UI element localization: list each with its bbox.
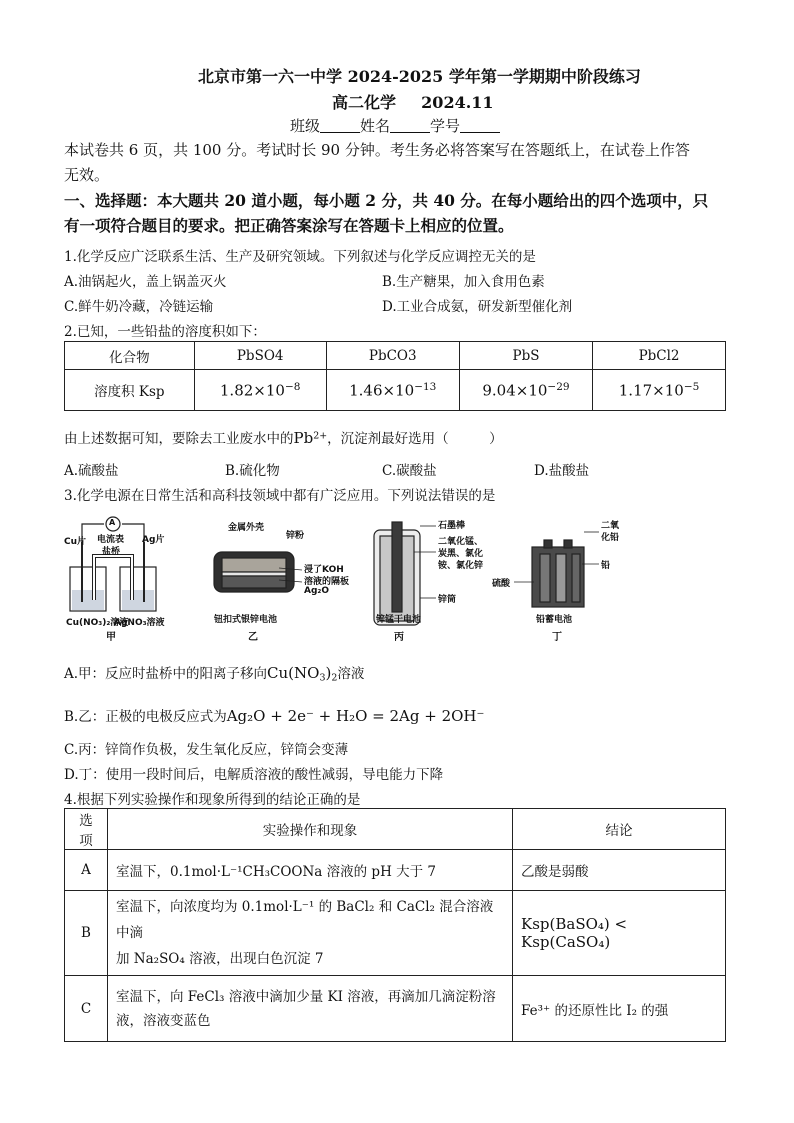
figure-caption-yi: 乙 bbox=[248, 632, 258, 643]
ag-solution-label: AgNO₃溶液 bbox=[114, 618, 165, 628]
row-option: C bbox=[65, 976, 108, 1042]
ksp-table-header bbox=[65, 342, 726, 370]
ksp-value-cell bbox=[593, 370, 726, 411]
header-option: 选项 bbox=[65, 809, 108, 850]
salt-bridge-label: 盐桥 bbox=[102, 547, 121, 557]
dry-cell-name: 锌锰干电池 bbox=[376, 615, 422, 625]
row-conclusion: Ksp(BaSO₄) < Ksp(CaSO₄) bbox=[513, 891, 726, 976]
ksp-mantissa: 1.46×10 bbox=[349, 381, 415, 400]
q2-option-b[interactable]: B.硫化物 bbox=[225, 463, 280, 479]
row-operation: 室温下，0.1mol·L⁻¹CH₃COONa 溶液的 pH 大于 7 bbox=[108, 850, 513, 891]
ksp-exp: −13 bbox=[414, 380, 437, 393]
button-cell-drawing bbox=[214, 552, 302, 592]
q2-question bbox=[64, 427, 503, 447]
q1-stem: 1.化学反应广泛联系生活、生产及研究领域。下列叙述与化学反应调控无关的是 bbox=[64, 249, 536, 265]
silver-oxide-label: Ag₂O bbox=[304, 586, 330, 596]
paste-label-2: 炭黑、氯化 bbox=[438, 549, 484, 559]
row-operation-line: 加 Na₂SO₄ 溶液，出现白色沉淀 7 bbox=[116, 951, 324, 967]
cu-solution-label: Cu(NO₃)₂溶液 bbox=[66, 618, 129, 628]
ag-electrode-label: Ag片 bbox=[142, 535, 165, 545]
exam-title: 北京市第一六一中学 2024-2025 学年第一学期期中阶段练习 bbox=[198, 67, 641, 86]
lead-ion-charge: 2+ bbox=[313, 430, 328, 442]
q3-b-pre: B.乙：正极的电极反应式为 bbox=[64, 709, 227, 725]
exam-date: 2024.11 bbox=[421, 93, 494, 112]
exam-subtitle bbox=[332, 90, 494, 113]
q3-a-close: ) bbox=[325, 664, 332, 682]
ksp-mantissa: 1.82×10 bbox=[219, 381, 285, 400]
zinc-can-label: 锌筒 bbox=[438, 595, 457, 605]
graphite-rod-label: 石墨棒 bbox=[438, 521, 466, 531]
table-row[interactable] bbox=[65, 850, 726, 891]
figure-caption-jia: 甲 bbox=[106, 632, 116, 643]
q3-a-post: 溶液 bbox=[337, 666, 365, 682]
q4-stem: 4.根据下列实验操作和现象所得到的结论正确的是 bbox=[64, 792, 361, 808]
subject: 高二化学 bbox=[332, 93, 397, 112]
figure-caption-bing: 丙 bbox=[394, 632, 404, 643]
ammeter-label: 电流表 bbox=[97, 535, 125, 545]
id-blank[interactable] bbox=[460, 118, 500, 133]
q3-option-b[interactable] bbox=[64, 705, 484, 725]
dry-cell-drawing bbox=[374, 522, 436, 625]
ksp-mantissa: 9.04×10 bbox=[482, 381, 548, 400]
figure-caption-ding: 丁 bbox=[552, 632, 562, 643]
ksp-exp: −5 bbox=[683, 380, 700, 393]
paste-label-1: 二氧化锰、 bbox=[438, 537, 484, 547]
q3-a-sub2: 2 bbox=[331, 672, 338, 684]
pbo2-label-1: 二氧 bbox=[601, 521, 620, 531]
experiment-table-header bbox=[65, 809, 726, 850]
q2-option-d[interactable]: D.盐酸盐 bbox=[534, 463, 590, 479]
row-operation-line: 室温下，向浓度均为 0.1mol·L⁻¹ 的 BaCl₂ 和 CaCl₂ 混合溶液中滴 bbox=[116, 899, 494, 941]
ksp-table bbox=[64, 341, 726, 411]
row-operation-line: 液，溶液变蓝色 bbox=[116, 1012, 211, 1029]
ksp-header-cell: PbCl2 bbox=[593, 342, 726, 370]
ksp-row-label: 溶度积 Ksp bbox=[65, 370, 195, 411]
q2-question-pre: 由上述数据可知，要除去工业废水中的 bbox=[64, 431, 294, 447]
q3-a-formula: Cu(NO bbox=[267, 664, 320, 682]
row-operation-line: 室温下，向 FeCl₃ 溶液中滴加少量 KI 溶液，再滴加几滴淀粉溶 bbox=[116, 988, 496, 1005]
ksp-exp: −29 bbox=[547, 380, 570, 393]
section1-line-2: 有一项符合题目的要求。把正确答案涂写在答题卡上相应的位置。 bbox=[64, 216, 514, 235]
q1-option-b[interactable]: B.生产糖果，加入食用色素 bbox=[382, 274, 545, 290]
ksp-header-cell: PbS bbox=[459, 342, 592, 370]
lead-ion: Pb bbox=[293, 429, 314, 447]
ksp-value-cell bbox=[194, 370, 326, 411]
zinc-powder-label: 锌粉 bbox=[286, 531, 305, 541]
metal-shell-label: 金属外壳 bbox=[228, 523, 265, 533]
ammeter-symbol: A bbox=[109, 518, 116, 527]
experiment-table bbox=[64, 808, 726, 1042]
q3-a-pre: A.甲：反应时盐桥中的阳离子移向 bbox=[64, 666, 268, 682]
row-option: B bbox=[65, 891, 108, 976]
table-row[interactable] bbox=[65, 891, 726, 976]
q3-option-c[interactable]: C.丙：锌筒作负极，发生氧化反应，锌筒会变薄 bbox=[64, 742, 349, 758]
id-label: 学号 bbox=[430, 117, 461, 135]
q1-option-d[interactable]: D.工业合成氨，研发新型催化剂 bbox=[382, 299, 573, 315]
q3-option-d[interactable]: D.丁：使用一段时间后，电解质溶液的酸性减弱，导电能力下降 bbox=[64, 767, 444, 783]
cu-electrode-label: Cu片 bbox=[64, 537, 87, 547]
q3-stem: 3.化学电源在日常生活和高科技领域中都有广泛应用。下列说法错误的是 bbox=[64, 488, 496, 504]
student-info-line bbox=[290, 115, 500, 136]
lead-acid-name: 铅蓄电池 bbox=[536, 615, 573, 625]
row-option: A bbox=[65, 850, 108, 891]
class-label: 班级 bbox=[290, 117, 321, 135]
table-row[interactable] bbox=[65, 976, 726, 1042]
button-cell-name: 钮扣式银锌电池 bbox=[214, 615, 278, 625]
q2-stem: 2.已知，一些铅盐的溶度积如下： bbox=[64, 324, 266, 340]
row-operation bbox=[108, 976, 513, 1042]
header-conclusion: 结论 bbox=[513, 809, 726, 850]
paste-label-3: 铵、氯化锌 bbox=[438, 561, 484, 571]
q2-question-post: ，沉淀剂最好选用（ ） bbox=[327, 431, 503, 447]
name-label: 姓名 bbox=[360, 117, 391, 135]
row-conclusion: 乙酸是弱酸 bbox=[513, 850, 726, 891]
q3-option-a[interactable] bbox=[64, 662, 364, 683]
q1-option-c[interactable]: C.鲜牛奶冷藏，冷链运输 bbox=[64, 299, 214, 315]
intro-line-2: 无效。 bbox=[64, 166, 110, 184]
q3-b-equation: Ag₂O + 2e⁻ + H₂O = 2Ag + 2OH⁻ bbox=[226, 707, 485, 725]
q3-a-sub: 3 bbox=[319, 672, 326, 684]
q1-option-a[interactable]: A.油锅起火，盖上锅盖灭火 bbox=[64, 274, 227, 290]
separator-label-2: 溶液的隔板 bbox=[304, 577, 350, 587]
ksp-header-cell: PbCO3 bbox=[326, 342, 459, 370]
separator-label-1: 浸了KOH bbox=[304, 565, 344, 575]
intro-line-1: 本试卷共 6 页，共 100 分。考试时长 90 分钟。考生务必将答案写在答题纸上，在试卷上作答 bbox=[64, 141, 690, 159]
q2-option-a[interactable]: A.硫酸盐 bbox=[64, 463, 119, 479]
class-blank[interactable] bbox=[320, 118, 360, 133]
name-blank[interactable] bbox=[390, 118, 430, 133]
ksp-value-cell bbox=[326, 370, 459, 411]
ksp-header-cell: PbSO4 bbox=[194, 342, 326, 370]
ksp-value-cell bbox=[459, 370, 592, 411]
sulfuric-acid-label: 硫酸 bbox=[492, 579, 511, 589]
ksp-mantissa: 1.17×10 bbox=[618, 381, 684, 400]
q2-option-c[interactable]: C.碳酸盐 bbox=[382, 463, 437, 479]
ksp-exp: −8 bbox=[284, 380, 301, 393]
pbo2-label-2: 化铅 bbox=[601, 533, 620, 543]
header-operation: 实验操作和现象 bbox=[108, 809, 513, 850]
section1-line-1: 一、选择题：本大题共 20 道小题，每小题 2 分，共 40 分。在每小题给出的四个选项中，只 bbox=[64, 191, 709, 210]
ksp-header-cell: 化合物 bbox=[65, 342, 195, 370]
row-operation bbox=[108, 891, 513, 976]
lead-label: 铅 bbox=[601, 561, 611, 571]
row-conclusion: Fe³⁺ 的还原性比 I₂ 的强 bbox=[513, 976, 726, 1042]
ksp-table-row bbox=[65, 370, 726, 411]
battery-figures bbox=[64, 512, 664, 647]
lead-acid-drawing bbox=[514, 532, 599, 607]
